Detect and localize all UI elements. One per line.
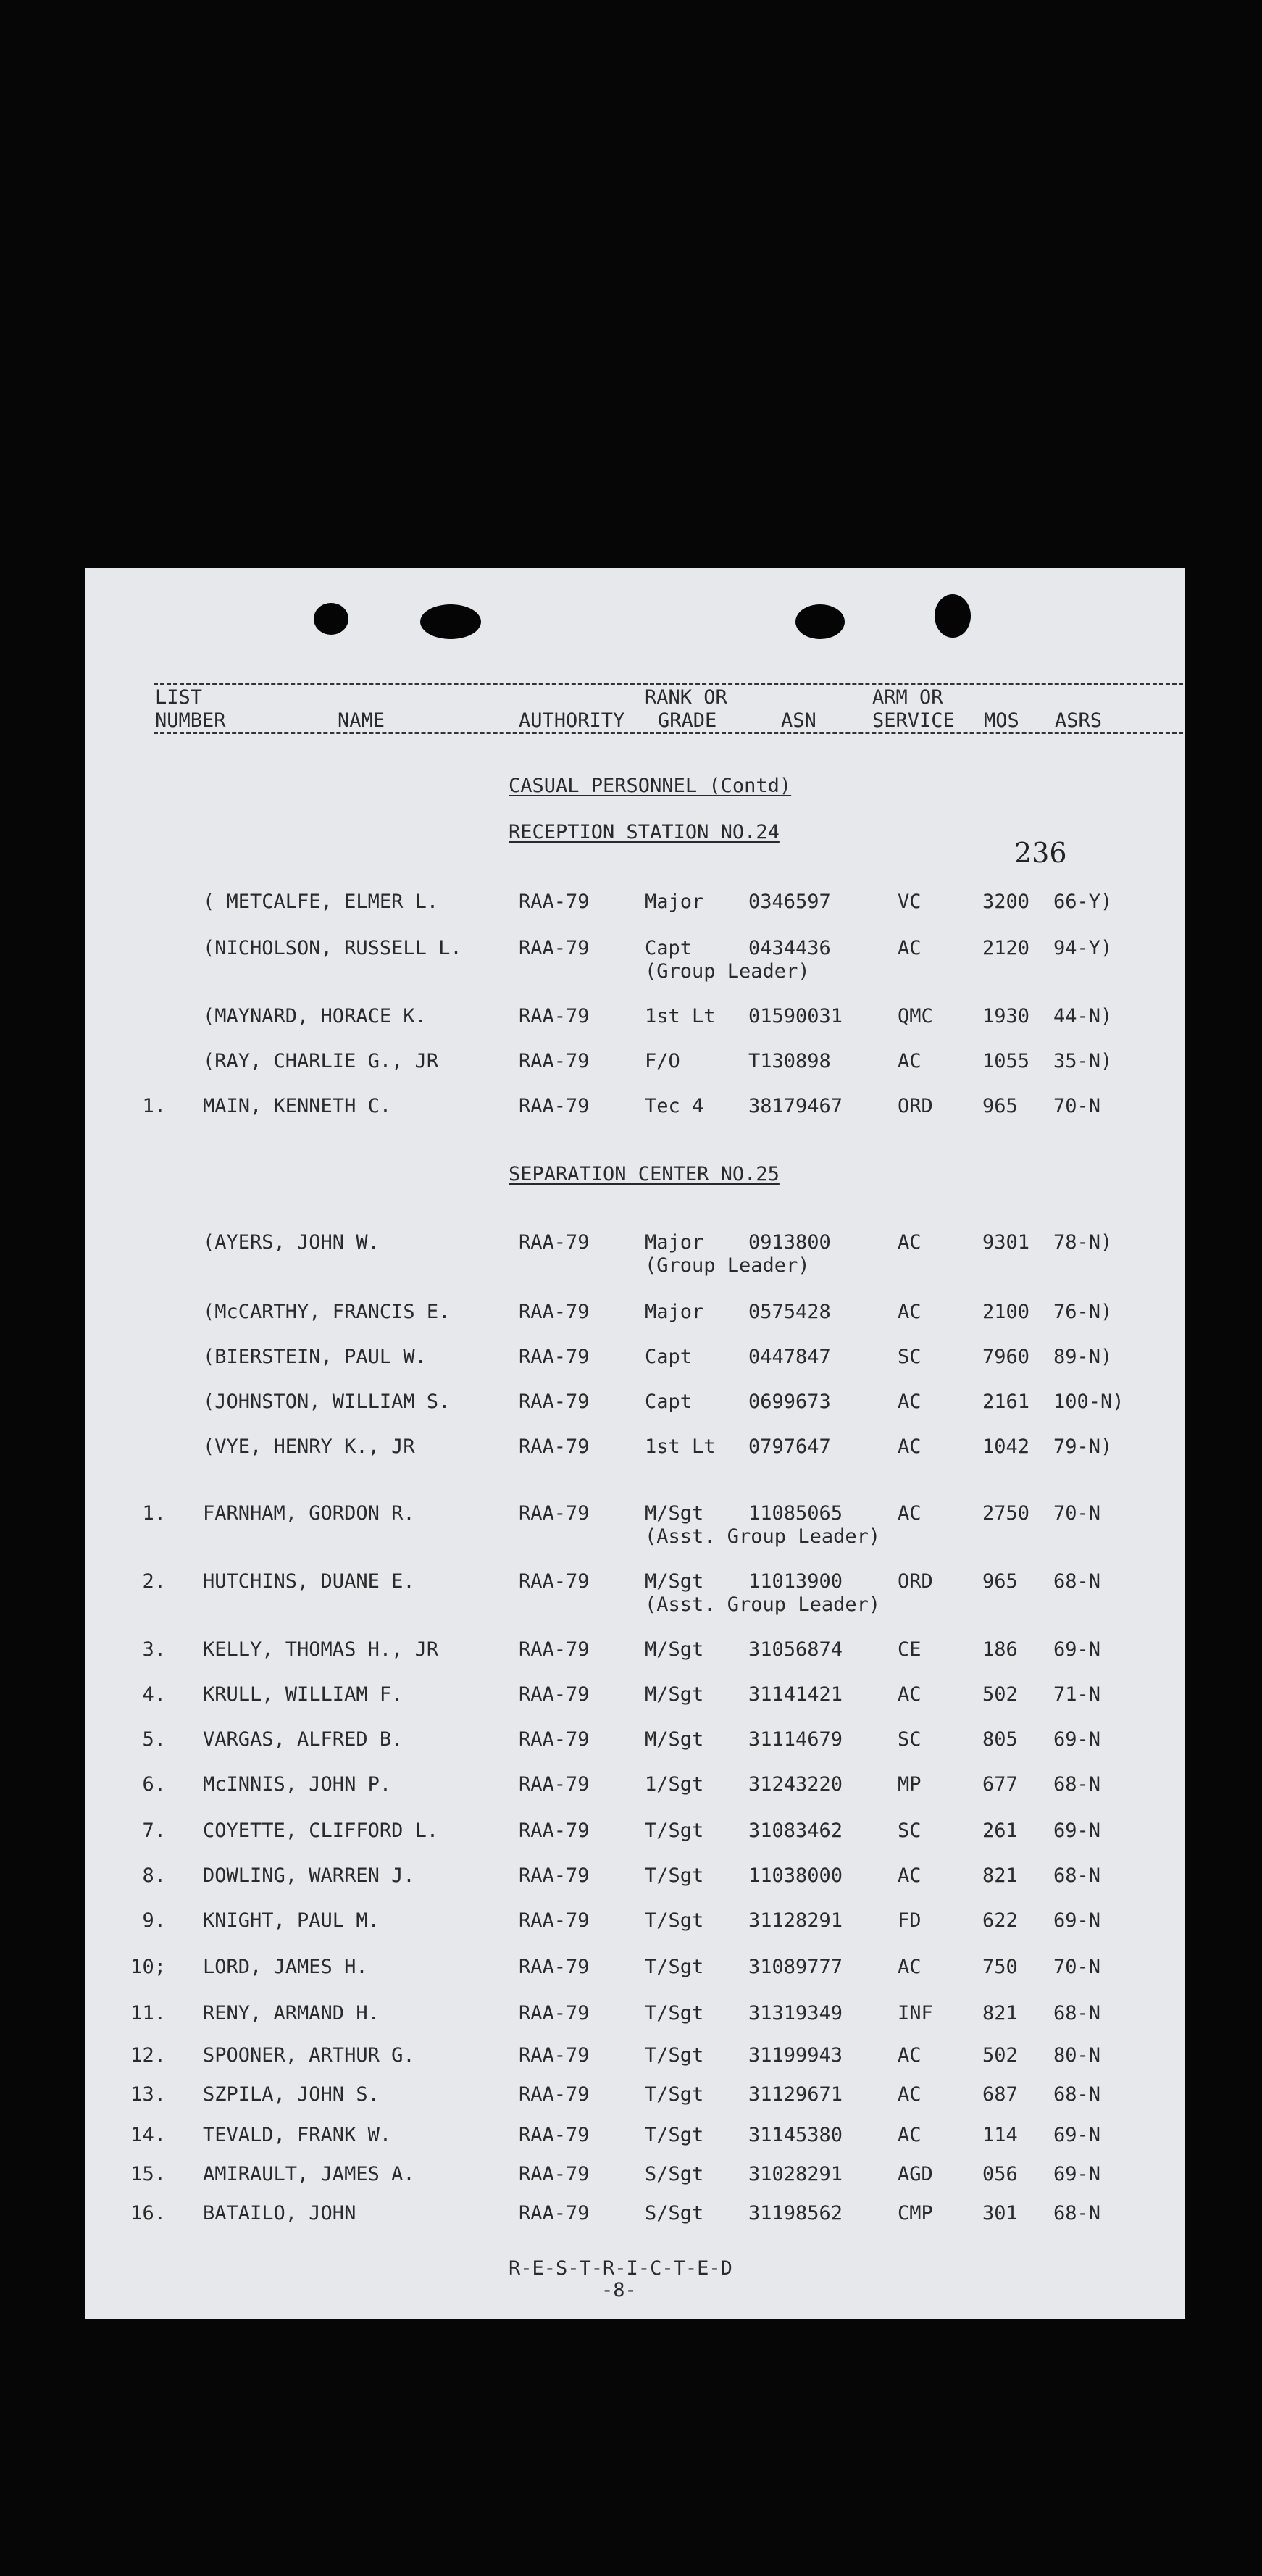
footer-page: -8- — [601, 2279, 637, 2301]
cell-asn: 31243220 — [748, 1773, 843, 1796]
cell-mos: 677 — [982, 1773, 1018, 1796]
cell-rank: T/Sgt — [645, 1956, 704, 1978]
cell-asn: 31114679 — [748, 1728, 843, 1751]
cell-mos: 965 — [982, 1570, 1018, 1593]
cell-asrs: 79-N) — [1053, 1435, 1113, 1458]
header-bottom-rule — [154, 732, 1185, 734]
handwritten-page-number: 236 — [1014, 837, 1067, 869]
punch-hole — [935, 594, 971, 638]
cell-asrs: 71-N — [1053, 1683, 1101, 1706]
cell-rank: Major — [645, 1301, 704, 1323]
cell-name: MAIN, KENNETH C. — [203, 1095, 392, 1117]
cell-arm-or-service: AC — [898, 1435, 922, 1458]
cell-authority: RAA-79 — [519, 1728, 590, 1751]
cell-rank: T/Sgt — [645, 1909, 704, 1932]
cell-mos: 805 — [982, 1728, 1018, 1751]
document-page: LIST NUMBER NAME AUTHORITY RANK OR GRADE ASN ARM OR SERVICE MOS ASRS CASUAL PERSONNEL (Contd) RECEPTION STATION NO.24 236 ( METCALFE, ELMER L. RAA-79 Major 0346597 VC 3200 66-Y) (NICHOLSON, RUSSELL L. RAA-79 Capt 0434436 AC 2120 94-Y) (Group Leader) (MAYNARD, HORACE K. RAA-79 1st Lt 01590031 QMC 1930 44-N) (RAY, CHARLIE G., JR RAA-79 F/O T130898 AC 1055 35-N) 1. MAIN, KENNETH C. RAA-79 Tec 4 38179467 ORD 965 70-N SEPARATION CENTER NO.25 (AYERS, JOHN W. RAA-79 Major 0913800 AC 9301 78-N) (Group Leader) (McCARTHY, FRANCIS E. RAA-79 Major 0575428 AC 2100 76-N) (BIERSTEIN, PAUL W. RAA-79 Capt 0447847 SC 7960 89-N) (JOHNSTON, WILLIAM S. RAA-79 Capt 0699673 AC 2161 100-N) (VYE, HENRY K., JR RAA-79 1st Lt 0797647 AC 1042 79-N) 1. FARNHAM, GORDON R. RAA-79 M/Sgt 11085065 AC 2750 70-N (Asst. Group Leader) 2. HUTCHINS, DUANE E. RAA-79 M/Sgt 11013900 ORD 965 68-N (Asst. Group Leader) 3. KELLY, THOMAS H., JR RAA-79 M/Sgt 31056874 CE 186 69-N 4. KRULL, WILLIAM F. RAA-79 M/Sgt 31141421 AC 502 71-N 5. VARGAS, ALFRED B. RAA-79 M/Sgt 31114679 SC 805 69-N 6. McINNIS, JOHN P. RAA-79 1/Sgt 31243220 MP 677 68-N 7. COYETTE, CLIFFORD L. RAA-79 T/Sgt 31083462 SC 261 69-N 8. DOWLING, WARREN J. RAA-79 T/Sgt 11038000 AC 821 68-N 9. KNIGHT, PAUL M. RAA-79 T/Sgt 31128291 FD 622 69-N 10; LORD, JAMES H. RAA-79 T/Sgt 31089777 AC 750 70-N 11. RENY, ARMAND H. RAA-79 T/Sgt 31319349 INF 821 68-N 12. SPOONER, ARTHUR G. RAA-79 T/Sgt 31199943 AC 502 80-N 13. SZPILA, JOHN S. RAA-79 T/Sgt 31129671 AC 687 68-N 14. TEVALD, FRANK W. RAA-79 T/Sgt 31145380 AC 114 69-N 15. AMIRAULT, JAMES A. RAA-79 S/Sgt 31028291 AGD 056 69-N 16. BATAILO, JOHN RAA-79 S/Sgt 31198562 CMP 301 68-N R-E-S-T-R-I-C-T-E-D -8- — [85, 568, 1185, 2319]
cell-authority: RAA-79 — [519, 2202, 590, 2225]
cell-authority: RAA-79 — [519, 1050, 590, 1072]
cell-rank: S/Sgt — [645, 2163, 704, 2185]
cell-rank-note: (Asst. Group Leader) — [645, 1525, 881, 1548]
cell-mos: 1930 — [982, 1005, 1030, 1028]
cell-arm-or-service: AC — [898, 2124, 922, 2146]
header-grade: GRADE — [658, 709, 717, 732]
cell-name: McINNIS, JOHN P. — [203, 1773, 392, 1796]
cell-rank: Capt — [645, 1346, 693, 1368]
cell-name: (McCARTHY, FRANCIS E. — [203, 1301, 451, 1323]
cell-asn: 31128291 — [748, 1909, 843, 1932]
punch-hole — [314, 603, 348, 635]
cell-asrs: 70-N — [1053, 1502, 1101, 1525]
cell-arm-or-service: AC — [898, 1502, 922, 1525]
cell-name: SPOONER, ARTHUR G. — [203, 2044, 415, 2067]
cell-asrs: 100-N) — [1053, 1391, 1124, 1413]
cell-arm-or-service: CE — [898, 1638, 922, 1661]
cell-rank: Capt — [645, 937, 693, 959]
cell-asn: 11085065 — [748, 1502, 843, 1525]
cell-asrs: 70-N — [1053, 1956, 1101, 1978]
cell-mos: 056 — [982, 2163, 1018, 2185]
cell-name: FARNHAM, GORDON R. — [203, 1502, 415, 1525]
cell-arm-or-service: AC — [898, 1050, 922, 1072]
cell-name: COYETTE, CLIFFORD L. — [203, 1820, 439, 1842]
cell-mos: 1055 — [982, 1050, 1030, 1072]
cell-asn: 31145380 — [748, 2124, 843, 2146]
cell-authority: RAA-79 — [519, 1231, 590, 1254]
cell-asrs: 44-N) — [1053, 1005, 1113, 1028]
header-service: SERVICE — [872, 709, 955, 732]
cell-asrs: 69-N — [1053, 2163, 1101, 2185]
cell-rank-note: (Group Leader) — [645, 1254, 810, 1277]
cell-mos: 2750 — [982, 1502, 1030, 1525]
cell-authority: RAA-79 — [519, 1346, 590, 1368]
cell-asn: 0913800 — [748, 1231, 831, 1254]
section2-heading: SEPARATION CENTER NO.25 — [509, 1163, 780, 1185]
cell-name: DOWLING, WARREN J. — [203, 1864, 415, 1887]
cell-rank: M/Sgt — [645, 1502, 704, 1525]
cell-rank: T/Sgt — [645, 2044, 704, 2067]
cell-asrs: 68-N — [1053, 1773, 1101, 1796]
cell-mos: 502 — [982, 2044, 1018, 2067]
cell-name: KELLY, THOMAS H., JR — [203, 1638, 439, 1661]
header-mos: MOS — [984, 709, 1019, 732]
cell-mos: 965 — [982, 1095, 1018, 1117]
cell-rank-note: (Group Leader) — [645, 960, 810, 983]
cell-name: AMIRAULT, JAMES A. — [203, 2163, 415, 2185]
cell-asn: T130898 — [748, 1050, 831, 1072]
cell-arm-or-service: AC — [898, 1683, 922, 1706]
cell-mos: 622 — [982, 1909, 1018, 1932]
cell-mos: 2100 — [982, 1301, 1030, 1323]
cell-asrs: 69-N — [1053, 1820, 1101, 1842]
cell-asn: 31129671 — [748, 2083, 843, 2106]
cell-arm-or-service: FD — [898, 1909, 922, 1932]
cell-name: ( METCALFE, ELMER L. — [203, 891, 439, 913]
cell-asn: 31198562 — [748, 2202, 843, 2225]
cell-authority: RAA-79 — [519, 2083, 590, 2106]
cell-asrs: 68-N — [1053, 1864, 1101, 1887]
cell-asn: 01590031 — [748, 1005, 843, 1028]
cell-authority: RAA-79 — [519, 1683, 590, 1706]
cell-authority: RAA-79 — [519, 1391, 590, 1413]
cell-authority: RAA-79 — [519, 1005, 590, 1028]
cell-arm-or-service: AC — [898, 1391, 922, 1413]
punch-hole — [420, 604, 481, 639]
cell-authority: RAA-79 — [519, 1956, 590, 1978]
header-number: NUMBER — [155, 709, 226, 732]
cell-name: (NICHOLSON, RUSSELL L. — [203, 937, 462, 959]
cell-mos: 9301 — [982, 1231, 1030, 1254]
cell-mos: 1042 — [982, 1435, 1030, 1458]
cell-rank: T/Sgt — [645, 1864, 704, 1887]
header-list: LIST — [155, 686, 203, 709]
section1-heading: RECEPTION STATION NO.24 — [509, 821, 780, 843]
cell-asn: 31083462 — [748, 1820, 843, 1842]
cell-asrs: 68-N — [1053, 1570, 1101, 1593]
cell-asrs: 66-Y) — [1053, 891, 1113, 913]
cell-authority: RAA-79 — [519, 1864, 590, 1887]
cell-authority: RAA-79 — [519, 2163, 590, 2185]
cell-rank: M/Sgt — [645, 1683, 704, 1706]
cell-rank: Capt — [645, 1391, 693, 1413]
cell-asrs: 68-N — [1053, 2002, 1101, 2025]
cell-asrs: 68-N — [1053, 2202, 1101, 2225]
cell-name: TEVALD, FRANK W. — [203, 2124, 392, 2146]
cell-rank: T/Sgt — [645, 2124, 704, 2146]
cell-name: VARGAS, ALFRED B. — [203, 1728, 404, 1751]
cell-name: SZPILA, JOHN S. — [203, 2083, 380, 2106]
cell-rank: 1/Sgt — [645, 1773, 704, 1796]
cell-asn: 31089777 — [748, 1956, 843, 1978]
cell-name: (VYE, HENRY K., JR — [203, 1435, 415, 1458]
cell-asrs: 94-Y) — [1053, 937, 1113, 959]
cell-name: KNIGHT, PAUL M. — [203, 1909, 380, 1932]
cell-asn: 11013900 — [748, 1570, 843, 1593]
cell-asn: 31199943 — [748, 2044, 843, 2067]
cell-asrs: 80-N — [1053, 2044, 1101, 2067]
cell-rank: 1st Lt — [645, 1005, 716, 1028]
header-name: NAME — [338, 709, 385, 732]
cell-asn: 31319349 — [748, 2002, 843, 2025]
cell-arm-or-service: AC — [898, 2044, 922, 2067]
cell-name: (JOHNSTON, WILLIAM S. — [203, 1391, 451, 1413]
cell-asn: 31141421 — [748, 1683, 843, 1706]
cell-arm-or-service: SC — [898, 1346, 922, 1368]
cell-arm-or-service: QMC — [898, 1005, 933, 1028]
cell-authority: RAA-79 — [519, 1435, 590, 1458]
cell-name: RENY, ARMAND H. — [203, 2002, 380, 2025]
cell-rank: T/Sgt — [645, 1820, 704, 1842]
cell-asrs: 69-N — [1053, 1638, 1101, 1661]
cell-asrs: 78-N) — [1053, 1231, 1113, 1254]
cell-rank: S/Sgt — [645, 2202, 704, 2225]
header-top-rule — [154, 683, 1185, 685]
cell-arm-or-service: SC — [898, 1728, 922, 1751]
cell-arm-or-service: AC — [898, 1956, 922, 1978]
cell-mos: 750 — [982, 1956, 1018, 1978]
cell-asrs: 89-N) — [1053, 1346, 1113, 1368]
header-asn: ASN — [781, 709, 816, 732]
cell-name: KRULL, WILLIAM F. — [203, 1683, 404, 1706]
cell-mos: 2120 — [982, 937, 1030, 959]
cell-asn: 31028291 — [748, 2163, 843, 2185]
cell-name: (MAYNARD, HORACE K. — [203, 1005, 427, 1028]
section-main-heading: CASUAL PERSONNEL (Contd) — [509, 775, 792, 797]
cell-mos: 3200 — [982, 891, 1030, 913]
cell-asn: 0575428 — [748, 1301, 831, 1323]
cell-asn: 0434436 — [748, 937, 831, 959]
cell-asn: 38179467 — [748, 1095, 843, 1117]
cell-arm-or-service: CMP — [898, 2202, 933, 2225]
cell-arm-or-service: MP — [898, 1773, 922, 1796]
cell-authority: RAA-79 — [519, 2044, 590, 2067]
cell-asn: 0447847 — [748, 1346, 831, 1368]
header-authority: AUTHORITY — [519, 709, 625, 732]
punch-hole — [795, 604, 845, 639]
cell-arm-or-service: AC — [898, 1864, 922, 1887]
cell-rank-note: (Asst. Group Leader) — [645, 1593, 881, 1616]
cell-rank: M/Sgt — [645, 1728, 704, 1751]
footer-classification: R-E-S-T-R-I-C-T-E-D — [509, 2257, 732, 2280]
cell-mos: 301 — [982, 2202, 1018, 2225]
cell-rank: M/Sgt — [645, 1638, 704, 1661]
header-asrs: ASRS — [1055, 709, 1103, 732]
cell-arm-or-service: INF — [898, 2002, 933, 2025]
cell-arm-or-service: SC — [898, 1820, 922, 1842]
cell-mos: 261 — [982, 1820, 1018, 1842]
cell-arm-or-service: AC — [898, 2083, 922, 2106]
cell-authority: RAA-79 — [519, 1502, 590, 1525]
cell-asn: 11038000 — [748, 1864, 843, 1887]
cell-authority: RAA-79 — [519, 1570, 590, 1593]
cell-name: LORD, JAMES H. — [203, 1956, 368, 1978]
cell-name: (AYERS, JOHN W. — [203, 1231, 380, 1254]
cell-name: (RAY, CHARLIE G., JR — [203, 1050, 439, 1072]
cell-authority: RAA-79 — [519, 1095, 590, 1117]
cell-authority: RAA-79 — [519, 1301, 590, 1323]
cell-mos: 687 — [982, 2083, 1018, 2106]
header-arm-or: ARM OR — [872, 686, 943, 709]
cell-mos: 821 — [982, 2002, 1018, 2025]
cell-mos: 821 — [982, 1864, 1018, 1887]
cell-authority: RAA-79 — [519, 2002, 590, 2025]
cell-authority: RAA-79 — [519, 937, 590, 959]
cell-mos: 2161 — [982, 1391, 1030, 1413]
cell-name: (BIERSTEIN, PAUL W. — [203, 1346, 427, 1368]
cell-asn: 0346597 — [748, 891, 831, 913]
cell-asrs: 69-N — [1053, 1909, 1101, 1932]
cell-asrs: 70-N — [1053, 1095, 1101, 1117]
cell-asrs: 69-N — [1053, 2124, 1101, 2146]
cell-rank: T/Sgt — [645, 2002, 704, 2025]
cell-authority: RAA-79 — [519, 1773, 590, 1796]
cell-rank: Tec 4 — [645, 1095, 704, 1117]
header-rank-or: RANK OR — [645, 686, 727, 709]
cell-asrs: 35-N) — [1053, 1050, 1113, 1072]
cell-name: HUTCHINS, DUANE E. — [203, 1570, 415, 1593]
cell-asn: 0797647 — [748, 1435, 831, 1458]
cell-arm-or-service: AC — [898, 937, 922, 959]
cell-arm-or-service: AC — [898, 1231, 922, 1254]
cell-authority: RAA-79 — [519, 2124, 590, 2146]
cell-rank: T/Sgt — [645, 2083, 704, 2106]
cell-mos: 186 — [982, 1638, 1018, 1661]
cell-asn: 31056874 — [748, 1638, 843, 1661]
cell-authority: RAA-79 — [519, 1820, 590, 1842]
cell-asrs: 69-N — [1053, 1728, 1101, 1751]
cell-name: BATAILO, JOHN — [203, 2202, 356, 2225]
cell-authority: RAA-79 — [519, 1638, 590, 1661]
cell-arm-or-service: ORD — [898, 1570, 933, 1593]
cell-rank: Major — [645, 1231, 704, 1254]
cell-authority: RAA-79 — [519, 1909, 590, 1932]
cell-asrs: 76-N) — [1053, 1301, 1113, 1323]
cell-rank: Major — [645, 891, 704, 913]
cell-mos: 502 — [982, 1683, 1018, 1706]
cell-arm-or-service: ORD — [898, 1095, 933, 1117]
cell-arm-or-service: AC — [898, 1301, 922, 1323]
cell-arm-or-service: VC — [898, 891, 922, 913]
cell-rank: 1st Lt — [645, 1435, 716, 1458]
cell-authority: RAA-79 — [519, 891, 590, 913]
cell-asn: 0699673 — [748, 1391, 831, 1413]
cell-asrs: 68-N — [1053, 2083, 1101, 2106]
cell-mos: 7960 — [982, 1346, 1030, 1368]
cell-rank: F/O — [645, 1050, 680, 1072]
cell-arm-or-service: AGD — [898, 2163, 933, 2185]
cell-mos: 114 — [982, 2124, 1018, 2146]
cell-rank: M/Sgt — [645, 1570, 704, 1593]
